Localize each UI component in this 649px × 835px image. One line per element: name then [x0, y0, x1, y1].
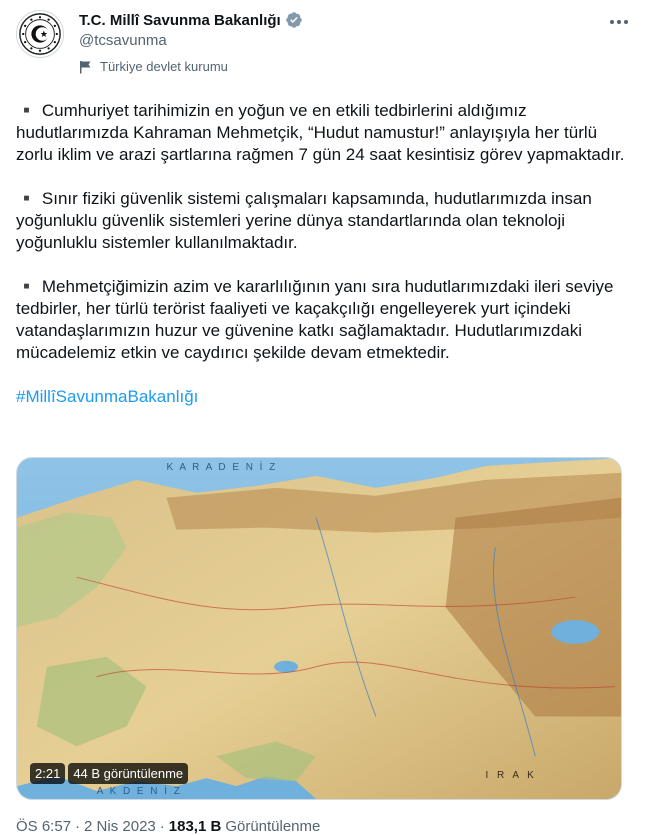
tweet-paragraph: ▪️ Cumhuriyet tarihimizin en yoğun ve en etkili tedbirlerini aldığımız hudutlarımızda Kahraman Mehmetçik, “Hudut namustur!” anlayışıyla her türlü zorlu iklim ve arazi şartlarına rağmen 7 gün 24 saat kesintisiz görev yapmaktadır. — [16, 101, 625, 164]
video-player[interactable] — [16, 457, 622, 800]
ministry-emblem-icon — [17, 11, 63, 57]
turkey-map-image — [17, 458, 621, 799]
name-row — [79, 11, 303, 29]
tweet-date[interactable]: 2 Nis 2023 — [84, 818, 156, 835]
video-duration: 2:21 — [30, 763, 65, 784]
flag-icon — [79, 60, 92, 74]
tweet-meta — [16, 818, 320, 835]
tweet-paragraph: ▪️ Mehmetçiğimizin azim ve kararlılığının yanı sıra hudutlarımızdaki ileri seviye tedbirler, her türlü terörist faaliyeti ve kaçakçılığı engelleyerek yurt içindeki vatandaşlarımızın huzur ve güvenine katkı sağlamaktadır. Hudutlarımızdaki mücadelemiz etkin ve caydırıcı şekilde devam etmektedir. — [16, 277, 619, 362]
avatar[interactable] — [16, 10, 64, 58]
video-badges — [30, 763, 188, 784]
iraq-label: I R A K — [485, 770, 537, 782]
views-count: 183,1 B — [168, 818, 222, 835]
meta-separator: · — [159, 818, 165, 835]
display-name[interactable]: T.C. Millî Savunma Bakanlığı — [79, 11, 281, 29]
video-view-count: 44 B görüntülenme — [68, 763, 188, 784]
hashtag-paragraph — [16, 386, 626, 408]
hashtag-link[interactable]: #MillîSavunmaBakanlığı — [16, 387, 199, 406]
tweet-text — [16, 100, 626, 430]
tweet-header — [16, 10, 633, 80]
mediterranean-label: A K D E N İ Z — [96, 786, 182, 798]
government-label-text: Türkiye devlet kurumu — [100, 59, 228, 74]
meta-separator: · — [75, 818, 81, 835]
views-label: Görüntülenme — [225, 818, 321, 835]
tweet-time[interactable]: ÖS 6:57 — [16, 818, 72, 835]
black-sea-label: K A R A D E N İ Z — [166, 461, 278, 473]
government-label — [79, 59, 228, 74]
tweet-paragraph: ▪️ Sınır fiziki güvenlik sistemi çalışmaları kapsamında, hudutlarımızda insan yoğunluklu güvenlik sistemleri yerine dünya standartlarında olan teknoloji yoğunluklu sistemler kullanılmaktadır. — [16, 189, 597, 252]
more-options-button[interactable] — [605, 12, 633, 32]
verified-badge-icon — [285, 11, 303, 29]
more-icon — [609, 19, 629, 25]
handle[interactable]: @tcsavunma — [79, 32, 167, 49]
